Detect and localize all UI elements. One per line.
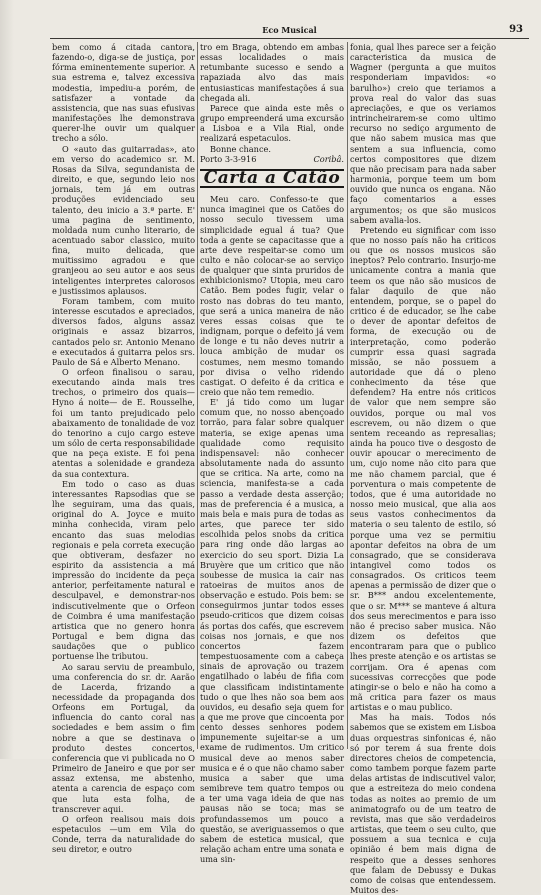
paragraph: tro em Braga, obtendo em ambas essas localidades o mais retumbante sucesso e sendo a rapaziada alvo das mais entusiasticas manifestações á sua chegada ali. xyxy=(200,42,344,103)
paragraph: Parece que ainda este mês o grupo empreenderá uma excursão a Lisboa e a Vila Rial, onde realizará espetaculos. xyxy=(200,102,344,144)
paragraph: Em todo o caso as duas interessantes Rapsodias que se lhe seguiram, uma das quais, original do A. Joyce e muito minha conhecida, viram pelo encanto das suas melodias regionais e pela correta execução que obtiveram, desfazer no espirito da assistencia a má impressão do incidente da peça anterior, perfeitamente natural e desculpavel, e demonstrar-nos indiscutivelmente que o Orfeon de Coimbra é uma manifestação artistica que no genero honra Portugal e bem digna das saudações que o publico portuense lhe tributou. xyxy=(52,478,195,662)
paragraph: E' já tido como um lugar comum que, no nosso abençoado torrão, para falar sobre qualquer materia, se exige apenas uma qualidade como requisito indispensavel: não conhecer absolutamente nada do assunto que se critica. Na arte, como na sciencia, manifesta-se a cada passo a verdade desta asserção; mas de preferencia é a musica, a mais bela e mais pura de todas as artes, que parece ter sido escolhida pelos snobs da critica para ring onde dão largas ao exercicio do seu sport. Dizia La Bruyère que um critico que não soubesse de musica ia cair nas ratoeiras de muitos anos de observação e estudo. Pois bem: se conseguirmos juntar todos esses pseudo-criticos que dizem coisas ás portas dos cafés, que escrevem coisas nos jornais, e que nos concertos fazem tempestuosamente com a cabeça sinais de aprovação ou trazem engatilhado o labéu de fifia com que classificam indistintamente tudo o que lhes não soa bem aos ouvidos, eu desafio seja quem for a que me prove que cincoenta por cento desses senhores podem impunemente sujeitar-se a um exame de rudimentos. Um critico musical deve ao menos saber musica e é o que não chamo saber musica a saber que uma semibreve tem quatro tempos ou a ter uma vaga ideia de que nas pausas não se toca; mas se profundassemos um pouco a questão, se averiguassemos o que sabem de estetica musical, que relação acham entre uma sonata e uma sin- xyxy=(200,397,344,865)
dateline-signature-row xyxy=(200,154,344,164)
paragraph: bem como á citada cantora, fazendo-o, diga-se de justiça, por fórma eminentemente superior. A sua estrema e, talvez excessiva modestia, impediu-a porém, de satisfazer a vontade da assistencia, que nas suas efusivas manifestações lhe demonstrava querer-lhe ouvir um qualquer trecho a sólo. xyxy=(52,42,195,144)
paragraph: O orfeon realisou mais dois espetaculos —um em Vila do Conde, terra da naturalidade do seu diretor, e outro xyxy=(52,813,195,855)
paragraph: fonia, qual lhes parece ser a feição caracteristica da musica de Wagner (pergunta a que muitos responderiam impavidos: «o barulho») creio que teriamos a prova real do valor das suas apreciações, e que os veriamos intrincheirarem-se como ultimo recurso no sediço argumento de que não sabem musica mas que sentem a sua influencia, como certos compositores que dizem que não precisam para nada saber harmonia, porque teem um bom ouvido que nunca os engana. Não faço comentarios a esses argumentos; os que são musicos sabem avalia-los. xyxy=(350,42,496,225)
paragraph: Mas ha mais. Todos nós sabemos que se existem em Lisboa duas orquestras sinfonicas é, não só por terem á sua frente dois directores cheios de competencia, como tambem porque fazem parte delas artistas de indiscutivel valor, que a estreiteza do meio condena todas as noites ao premio de um animatografo ou de um teatro de revista, mas que são verdadeiros artistas, que teem o seu culto, que possuem a sua tecnica e cuja opinião é bem mais digna de respeito que a desses senhores que falam de Debussy e Dukas como de coisas que entendessem. Muitos des- xyxy=(350,712,496,895)
column-divider xyxy=(347,42,348,749)
column-1 xyxy=(52,42,195,855)
running-title: Eco Musical xyxy=(262,25,317,35)
page-header xyxy=(50,22,529,36)
author-signature: Coribâ. xyxy=(313,153,344,164)
article-title: Carta a Catão xyxy=(200,169,344,188)
paragraph: O «auto das guitarradas», ato em verso do academico sr. M. Rosas da Silva, segundanista de direito, e que, segundo leio nos jornais, tem já em outras produções evidenciado seu talento, deu inicio a 3.ª parte. E' uma pagina de sentimento, moldada num cunho literario, de acentuado sabor classico, muito fina, muito delicada, que muitissimo agradou e que granjeou ao seu autor e aos seus inteligentes interpretes calorosos e justissimos aplausos. xyxy=(52,143,195,296)
dateline: Porto 3-3-916 xyxy=(200,153,257,164)
column-3 xyxy=(350,42,496,895)
paragraph: Pretendo eu significar com isso que no nosso país não ha criticos ou que os nossos musicos são ineptos? Pelo contrario. Insurjo-me unicamente contra a mania que teem os que não são musicos de falar daquilo de que não entendem, porque, se o papel do critico é de educador, se lhe cabe o dever de apontar defeitos de forma, de execução ou de interpretação, como poderão cumprir essa quasi sagrada missão, se não possuem a autoridade que dá o pleno conhecimento da tése que defendem? Ha entre nós criticos de valor que nem sempre são ouvidos, porque ou mal vos escrevem, ou não dizem o que sentem receando as represalias; ainda ha pouco tive o desgosto de ouvir apoucar o merecimento de um, cujo nome não cito para que me não chamem parcial, que é porventura o mais competente de todos, que é uma autoridade no nosso meio musical, que alia aos seus vastos conhecimentos da materia o seu talento de estilo, só porque uma vez se permitiu apontar defeitos na obra de um consagrado, que se considerava intangivel como todos os consagrados. Os criticos teem apenas a permissão de dizer que o sr. B*** andou excelentemente, que o sr. M*** se manteve á altura dos seus merecimentos e para isso não é preciso saber musica. Não dizem os defeitos que encontraram para que o publico lhes preste atenção e os artistas se corrijam. Ora é apenas com sucessivas correcções que pode atingir-se o belo e não ha como a mã critica para fazer os maus artistas e o mau publico. xyxy=(350,224,496,713)
paragraph: Foram tambem, com muito interesse escutados e apreciados, diversos fados, alguns assaz originais e assaz bizarros, cantados pelo sr. Antonio Menano e executados á guitarra pelos srs. Paulo de Sá e Alberto Menano. xyxy=(52,295,195,367)
column-divider xyxy=(197,42,198,749)
paragraph: Ao sarau serviu de preambulo, uma conferencia do sr. dr. Aarão de Lacerda, frizando a necessidade da propaganda dos Orfeons em Portugal, da influencia do canto coral nas sociedades e bem assim o fim nobre a que se destinava o produto destes concertos, conferencia que vi publicada no O Primeiro de Janeiro e que por ser assaz extensa, me abstenho, atenta a carencia de espaço com que luta esta folha, de transcrever aqui. xyxy=(52,661,195,814)
paragraph: Meu caro. Confesso-te que nunca imaginei que os Catões do nosso seculo tivessem uma simplicidade egual á tua? Que toda a gente se capacitasse que a arte deve respeitar-se como um culto e não colocar-se ao serviço de qualquer que sinta pruridos de exhibicionismo? Utopia, meu caro Catão. Bem podes fugir, velar o rosto nas dobras do teu manto, que será a unica maneira de não veres essas coisas que te indignam, porque o defeito já vem de longe e tu não deves nutrir a louca ambição de mudar os costumes, nem mesmo tomando por divisa o velho ridendo castigat. O defeito é da critica e creio que não tem remedio. xyxy=(200,194,344,397)
page-edge-shadow xyxy=(0,0,14,759)
paragraph: O orfeon finalisou o sarau, executando ainda mais tres trechos, o primeiro dos quais—Hyno á noite— de E. Rousselhe, foi um tanto prejudicado pelo abaixamento de tonalidade de voz do tenorino a cujo cargo esteve um sólo de certa responsabilidade que na peça existe. E foi pena atentas a solenidade e grandeza da sua contextura. xyxy=(52,367,195,479)
header-rule xyxy=(50,38,529,39)
page-number: 93 xyxy=(509,24,523,35)
closing-line: Bonne chance. xyxy=(210,143,271,154)
column-2 xyxy=(200,42,344,865)
